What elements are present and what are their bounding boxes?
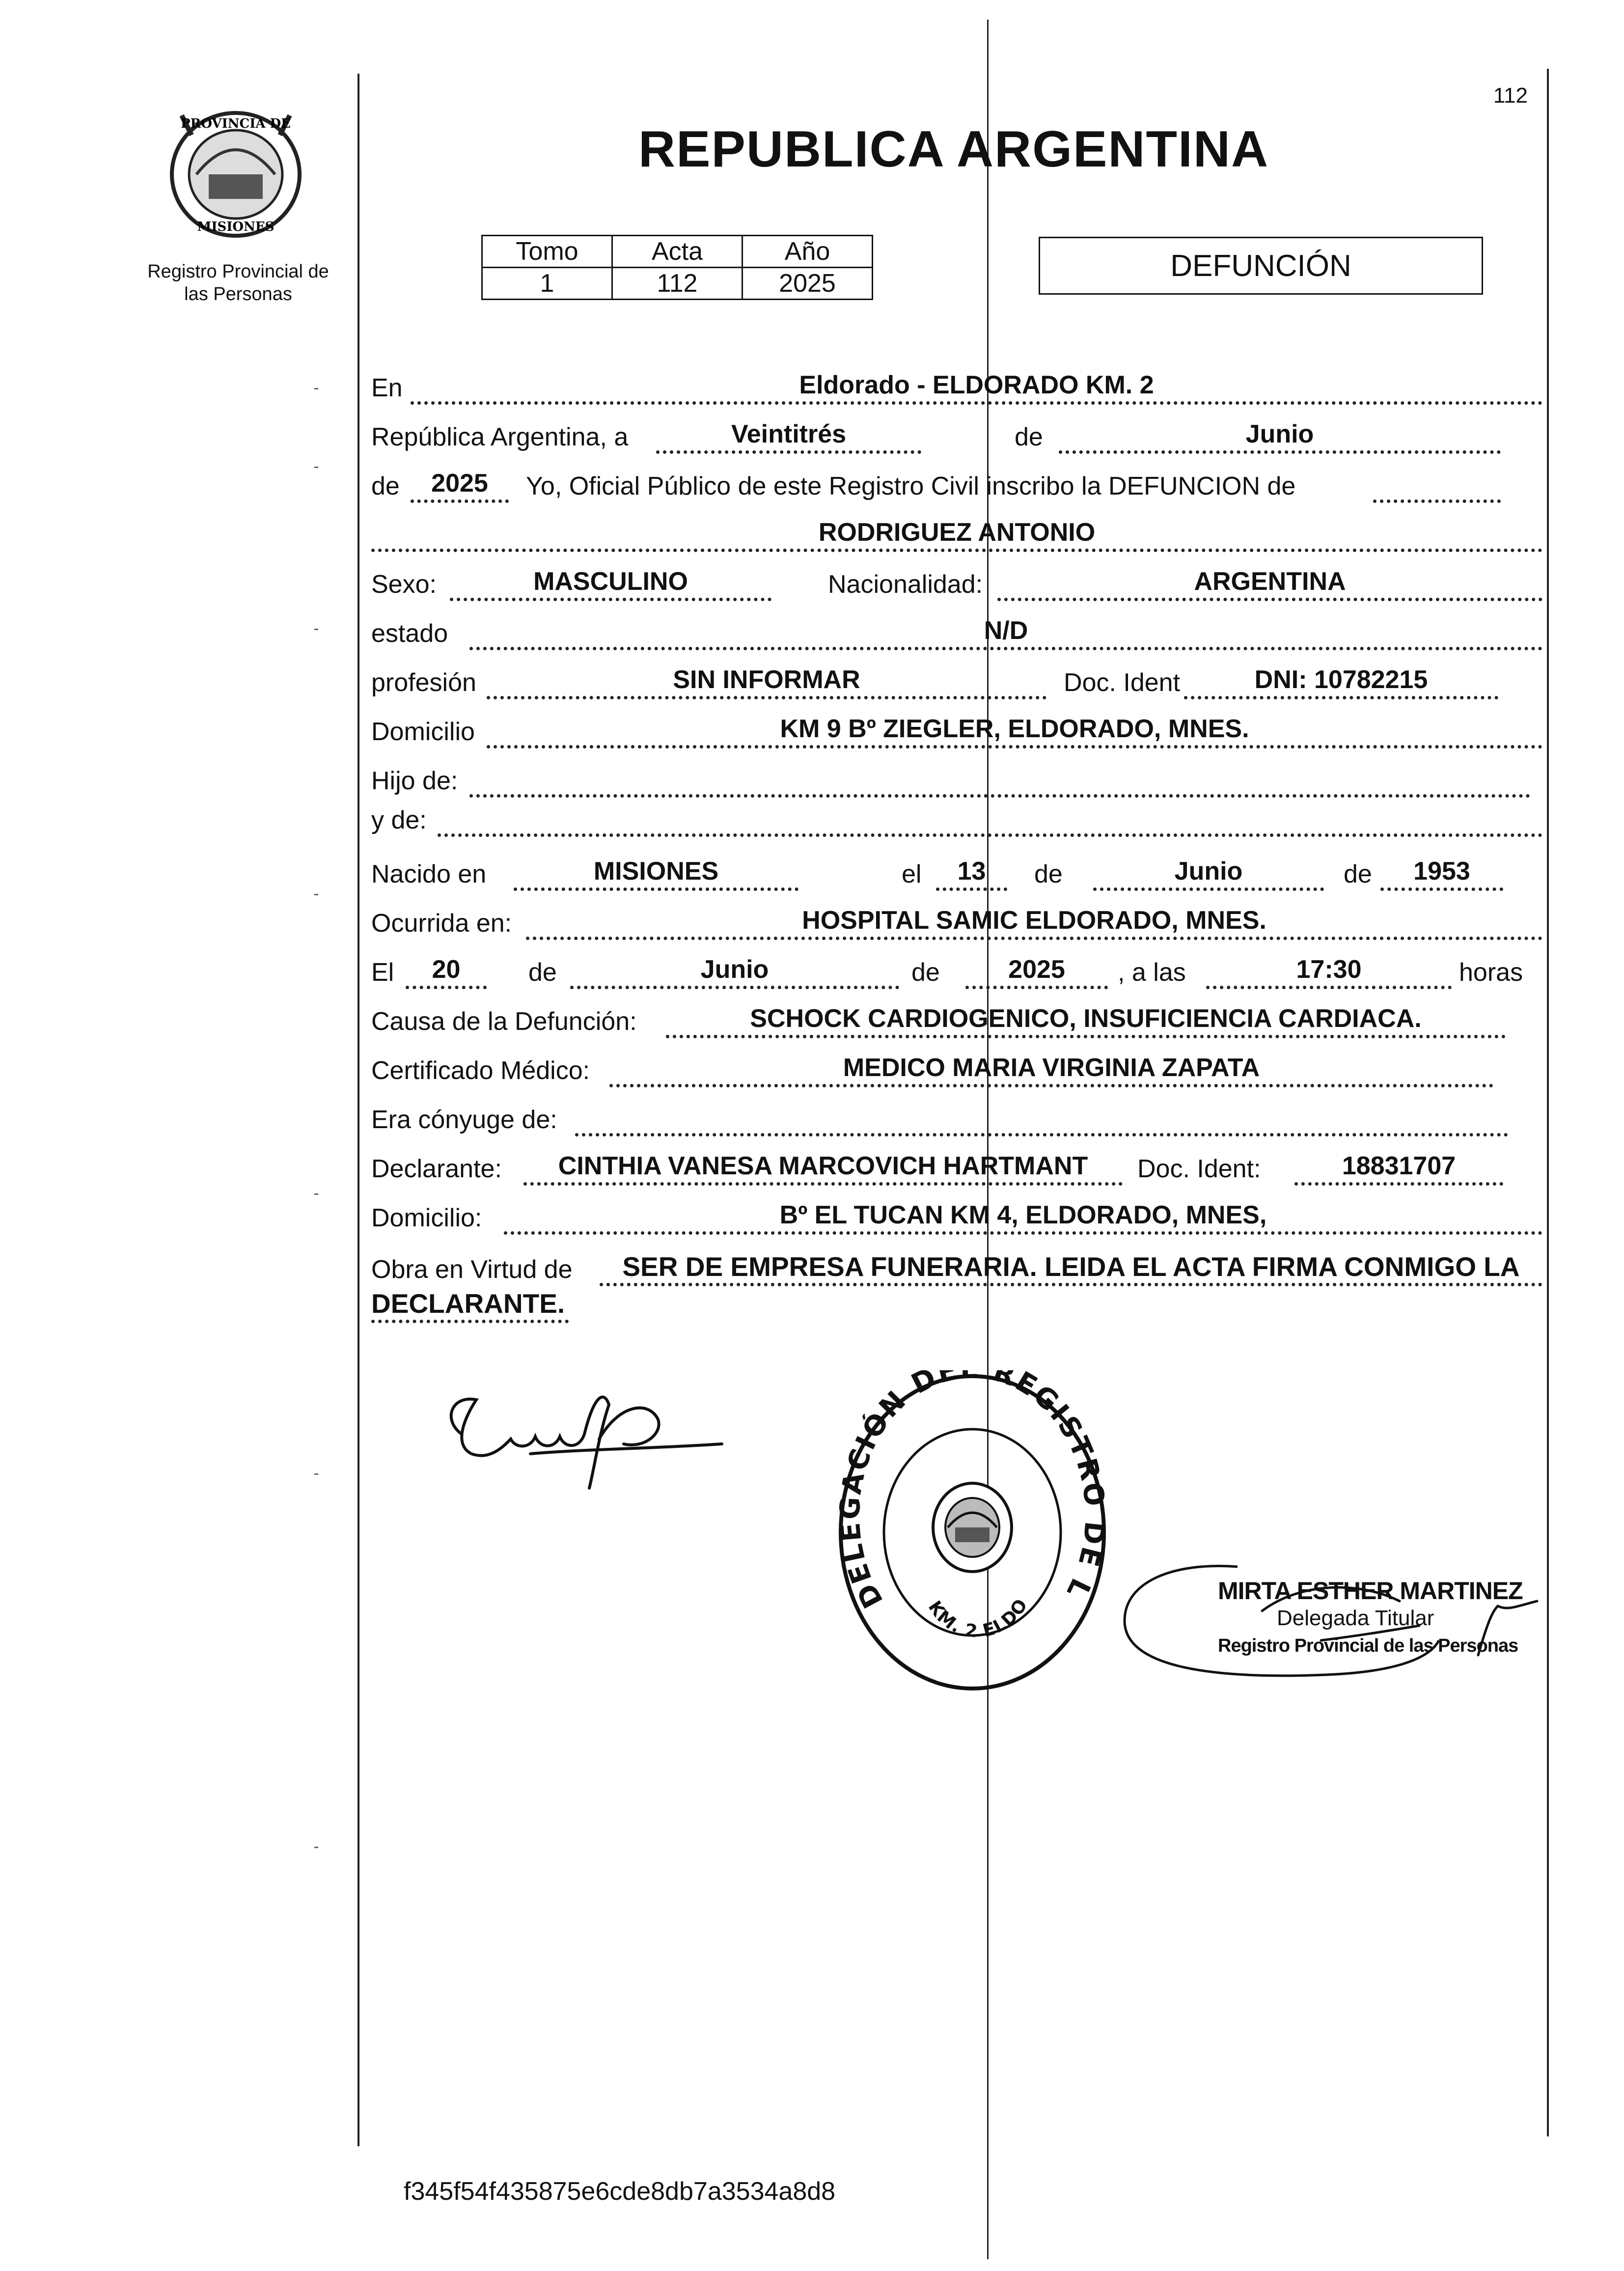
margin-tick — [314, 894, 318, 895]
svg-text:MISIONES: MISIONES — [197, 220, 275, 234]
ref-value-ano: 2025 — [743, 268, 873, 300]
deceased-name-field: RODRIGUEZ ANTONIO — [371, 518, 1542, 552]
page-title: REPUBLICA ARGENTINA — [638, 121, 1269, 178]
margin-tick — [314, 1193, 318, 1195]
obra-field-line2: DECLARANTE. — [371, 1289, 569, 1323]
seal-emblem-icon — [933, 1483, 1012, 1572]
yde-field — [438, 831, 1542, 837]
registry-seal — [830, 1370, 1115, 1694]
place-field: Eldorado - ELDORADO KM. 2 — [411, 371, 1542, 405]
row-profesion: profesión SIN INFORMAR Doc. Ident DNI: 10782215 — [371, 653, 1545, 702]
oficial-trailing-field — [1373, 498, 1501, 503]
row-death-date: El 20 de Junio de 2025 , a las 17:30 horas — [371, 943, 1545, 992]
doc-ident-field: DNI: 10782215 — [1184, 665, 1498, 699]
row-certificado: Certificado Médico: MEDICO MARIA VIRGINIA ZAPATA — [371, 1041, 1545, 1090]
ref-header-tomo: Tomo — [482, 236, 612, 268]
birth-year-field: 1953 — [1380, 857, 1503, 891]
row-date: República Argentina, a Veintitrés de Junio — [371, 408, 1545, 457]
year-field: 2025 — [411, 469, 509, 503]
death-month-field: Junio — [570, 955, 899, 989]
official-institution: Registro Provincial de las Personas — [1218, 1635, 1518, 1656]
margin-tick — [314, 1473, 318, 1475]
death-time-field: 17:30 — [1206, 955, 1452, 989]
declarant-signature — [432, 1375, 737, 1503]
day-words-field: Veintitrés — [656, 420, 921, 454]
row-ocurrida: Ocurrida en: HOSPITAL SAMIC ELDORADO, MNES. — [371, 894, 1545, 943]
reference-table — [481, 235, 873, 300]
domicilio-field: KM 9 Bº ZIEGLER, ELDORADO, MNES. — [487, 715, 1542, 748]
row-nacido: Nacido en MISIONES el 13 de Junio de 1953 — [371, 845, 1545, 894]
row-hijo: Hijo de: — [371, 751, 1545, 801]
left-margin-line — [358, 74, 359, 2146]
month-field: Junio — [1059, 420, 1501, 454]
ocurrida-field: HOSPITAL SAMIC ELDORADO, MNES. — [526, 906, 1542, 940]
sexo-field: MASCULINO — [450, 567, 771, 601]
death-year-field: 2025 — [965, 955, 1108, 989]
svg-text:KM. 2 ELDORADO: KM. 2 ELDO — [924, 1595, 1032, 1642]
death-day-field: 20 — [406, 955, 487, 989]
declarante-doc-field: 18831707 — [1294, 1152, 1503, 1186]
ref-header-ano: Año — [743, 236, 873, 268]
ref-value-acta: 112 — [612, 268, 743, 300]
certificado-field: MEDICO MARIA VIRGINIA ZAPATA — [609, 1053, 1493, 1087]
conyuge-field — [575, 1131, 1508, 1136]
row-obra-cont — [371, 1277, 1545, 1326]
row-oficial: de 2025 Yo, Oficial Público de este Registro Civil inscribo la DEFUNCION de — [371, 457, 1545, 506]
row-estado: estado N/D — [371, 604, 1545, 653]
document-type-box: DEFUNCIÓN — [1039, 237, 1483, 295]
decl-domicilio-field: Bº EL TUCAN KM 4, ELDORADO, MNES, — [504, 1201, 1542, 1235]
right-margin-line — [1547, 69, 1549, 2136]
registry-caption: Registro Provincial de las Personas — [147, 261, 329, 305]
svg-text:PROVINCIA DE: PROVINCIA DE — [181, 116, 291, 131]
official-name: MIRTA ESTHER MARTINEZ — [1218, 1577, 1523, 1605]
row-obra: Obra en Virtud de SER DE EMPRESA FUNERARIA. LEIDA EL ACTA FIRMA CONMIGO LA — [371, 1240, 1545, 1289]
document-hash: f345f54f435875e6cde8db7a3534a8d8 — [404, 2177, 836, 2206]
estado-field: N/D — [469, 616, 1542, 650]
ref-value-tomo: 1 — [482, 268, 612, 300]
margin-tick — [314, 388, 318, 389]
nacido-en-field: MISIONES — [514, 857, 798, 891]
row-decl-domicilio: Domicilio: Bº EL TUCAN KM 4, ELDORADO, MNES, — [371, 1189, 1545, 1238]
page-number: 112 — [1493, 83, 1528, 108]
official-title: Delegada Titular — [1277, 1606, 1434, 1630]
birth-month-field: Junio — [1093, 857, 1324, 891]
causa-field: SCHOCK CARDIOGENICO, INSUFICIENCIA CARDIACA. — [666, 1004, 1506, 1038]
official-stamp — [1115, 1552, 1547, 1689]
ref-header-acta: Acta — [612, 236, 743, 268]
nacionalidad-field: ARGENTINA — [997, 567, 1542, 601]
margin-tick — [314, 467, 318, 468]
row-declarante: Declarante: CINTHIA VANESA MARCOVICH HARTMANT Doc. Ident: 18831707 — [371, 1139, 1545, 1189]
obra-field-line1: SER DE EMPRESA FUNERARIA. LEIDA EL ACTA FIRMA CONMIGO LA — [600, 1252, 1542, 1286]
row-place: En Eldorado - ELDORADO KM. 2 — [371, 359, 1545, 408]
margin-tick — [314, 1847, 318, 1848]
province-emblem — [162, 106, 309, 243]
declarante-field: CINTHIA VANESA MARCOVICH HARTMANT — [523, 1152, 1123, 1186]
row-causa: Causa de la Defunción: SCHOCK CARDIOGENICO, INSUFICIENCIA CARDIACA. — [371, 992, 1545, 1041]
svg-text:DELEGACIÓN DEL REGISTRO DE LAS: DELEGACIÓN DE REGISTRO DE L — [834, 1370, 1111, 1613]
row-yde: y de: — [371, 791, 1545, 840]
profesion-field: SIN INFORMAR — [487, 665, 1046, 699]
margin-tick — [314, 629, 318, 630]
row-sexo: Sexo: MASCULINO Nacionalidad: ARGENTINA — [371, 555, 1545, 604]
row-conyuge: Era cónyuge de: — [371, 1090, 1545, 1139]
row-deceased-name — [371, 506, 1545, 555]
birth-day-field: 13 — [936, 857, 1007, 891]
row-domicilio: Domicilio KM 9 Bº ZIEGLER, ELDORADO, MNES. — [371, 702, 1545, 751]
